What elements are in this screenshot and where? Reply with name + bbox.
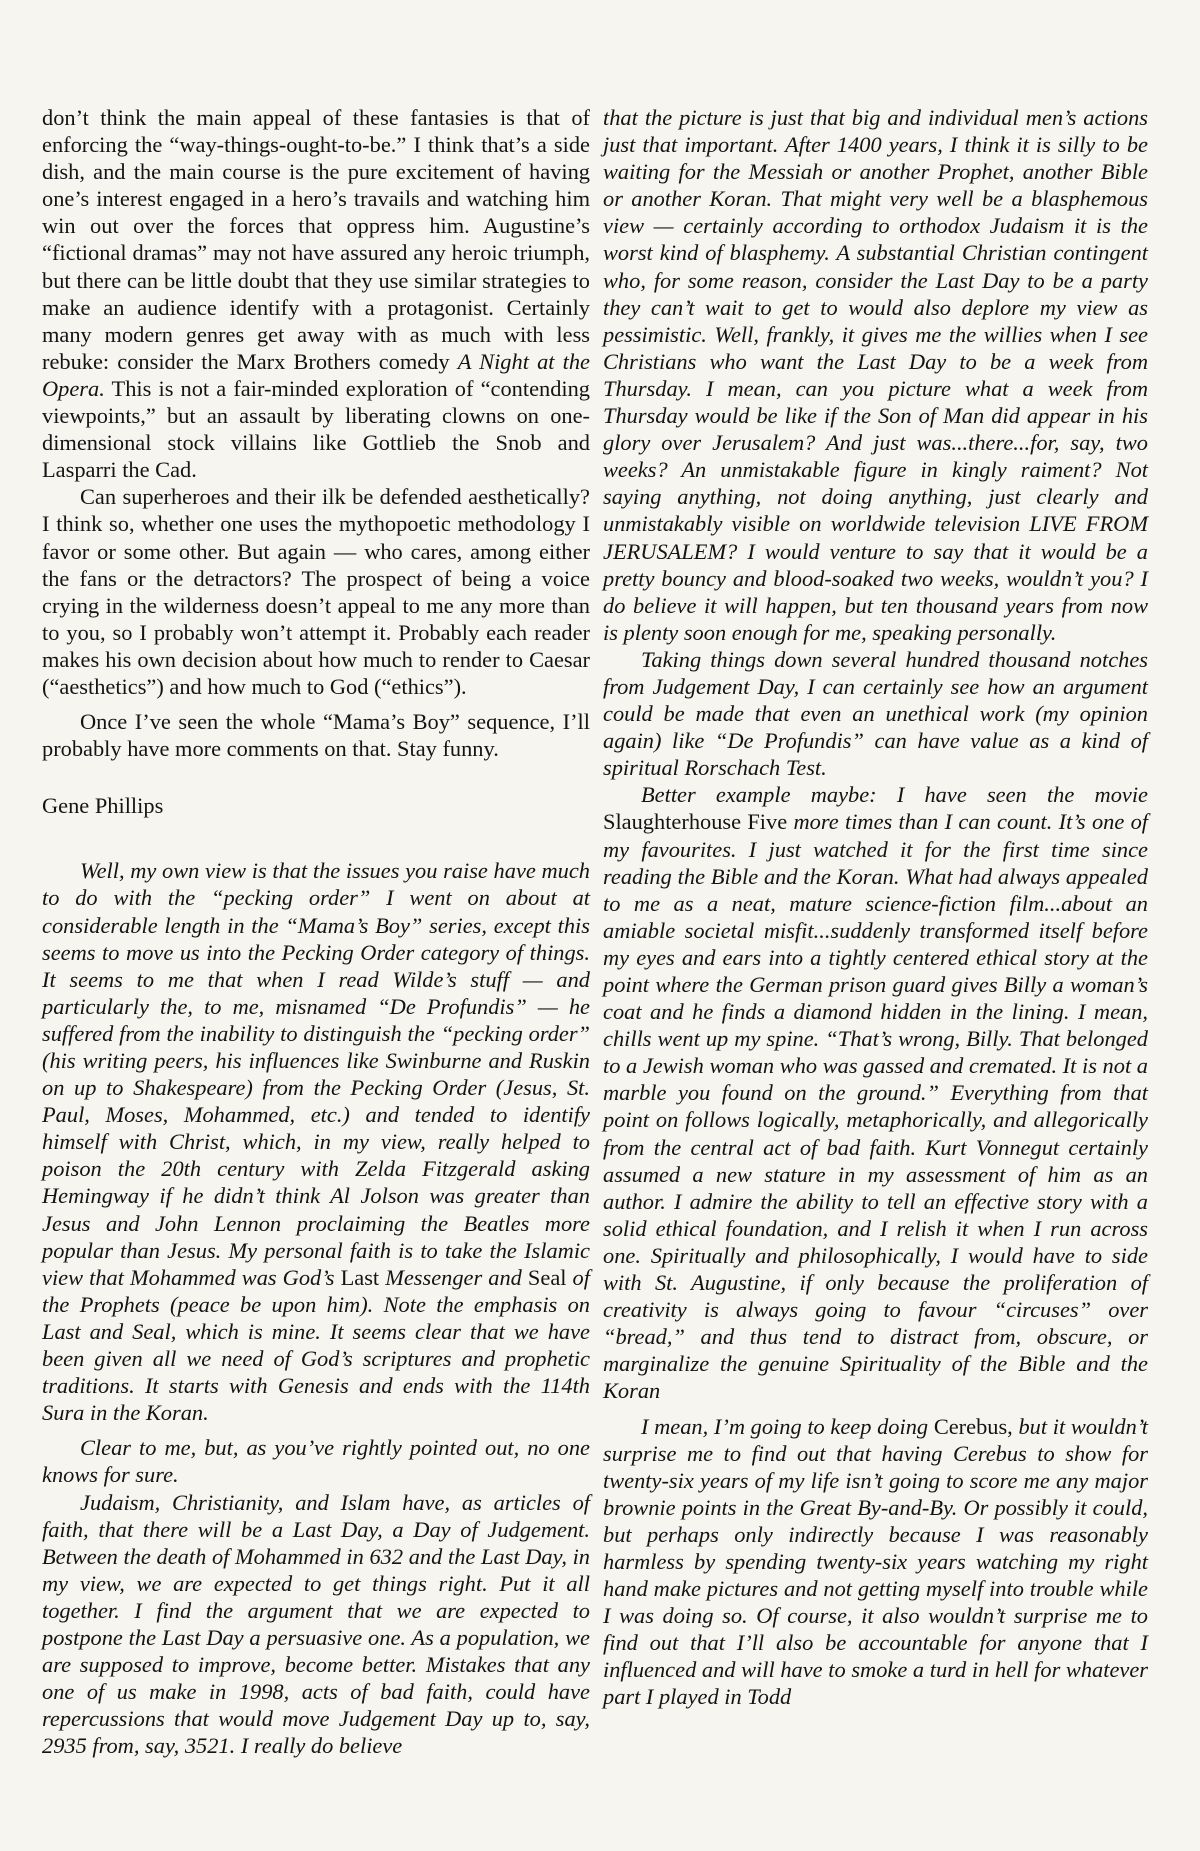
- reply-paragraph-1: [42, 857, 590, 1426]
- reply-paragraph-5: Taking things down several hundred thousand notches from Judgement Day, I can certainly see how an argument could be made that even an unethical work (my opinion again) like “De Profundis” can have value as a kind of spiritual Rorschach Test.: [603, 646, 1148, 781]
- letter-paragraph-1-text: don’t think the main appeal of these fantasies is that of enforcing the “way-things-ought-to-be.” I think that’s a side dish, and the main course is the pure excitement of having one’s interest engaged in a hero’s travails and watching him win out over the forces that oppress him. Augustine’s “fictional dramas” may not have assured any heroic triumph, but there can be little doubt that they use similar strategies to make an audience identify with a protagonist. Certainly many modern genres get away with as much with less rebuke: consider the Marx Brothers comedy: [42, 105, 590, 374]
- emphasis-last: Last: [340, 1264, 380, 1290]
- reply-paragraph-7-text-a: I mean, I’m going to keep doing: [641, 1413, 929, 1439]
- reply-paragraph-7: [603, 1413, 1148, 1711]
- reply-paragraph-1-text-c: of the Prophets (peace be upon him). Note the emphasis on Last and Seal, which is mine. It seems clear that we have been given all we need of God’s scriptures and prophetic traditions. It starts with Genesis and ends with the 114th Sura in the Koran.: [42, 1264, 590, 1426]
- reply-paragraph-6-text-b: more times than I can count. It’s one of my favourites. I just watched it for the first time since reading the Bible and the Koran. What had always appealed to me as a neat, mature science-fiction film...about an amiable societal misfit...suddenly transformed itself before my eyes and ears into a tightly centered ethical story at the point where the German prison guard gives Billy a woman’s coat and he finds a diamond hidden in the lining. I mean, chills went up my spine. “That’s wrong, Billy. That belonged to a Jewish woman who was gassed and cremated. It is not a marble you found on the ground.” Everything from that point on follows logically, metaphorically, and allegorically from the central act of bad faith. Kurt Vonnegut certainly assumed a new stature in my assessment of him as an author. I admire the ability to tell an effective story with a solid ethical foundation, and I relish it when I run across one. Spiritually and philosophically, I would have to side with St. Augustine, if only because the proliferation of creativity is always going to favour “circuses” over “bread,” and thus tend to distract from, obscure, or marginalize the genuine Spirituality of the Bible and the Koran: [603, 809, 1148, 1404]
- film-title-slaughterhouse-five: Slaughterhouse Five: [603, 809, 788, 835]
- reply-paragraph-4: that the picture is just that big and individual men’s actions just that important. After 1400 years, I think it is silly to be waiting for the Messiah or another Prophet, another Bible or another Koran. That might very well be a blasphemous view — certainly according to orthodox Judaism it is the worst kind of blasphemy. A substantial Christian contingent who, for some reason, consider the Last Day to be a party they can’t wait to get to would also deplore my view as pessimistic. Well, frankly, it gives me the willies when I see Christians who want the Last Day to be a week from Thursday. I mean, can you picture what a week from Thursday would be like if the Son of Man did appear in his glory over Jerusalem? And just was...there...for, say, two weeks? An unmistakable figure in kingly raiment? Not saying anything, not doing anything, just clearly and unmistakably visible on worldwide television LIVE FROM JERUSALEM? I would venture to say that it would be a pretty bouncy and blood-soaked two weeks, wouldn’t you? I do believe it will happen, but ten thousand years from now is plenty soon enough for me, speaking personally.: [603, 105, 1148, 645]
- reply-paragraph-3: Judaism, Christianity, and Islam have, as articles of faith, that there will be a Last Day, a Day of Judgement. Between the death of Mohammed in 632 and the Last Day, in my view, we are expected to get things right. Put it all together. I find the argument that we are expected to postpone the Last Day a persuasive one. As a population, we are supposed to improve, become better. Mistakes that any one of us make in 1998, acts of bad faith, could have repercussions that would move Judgement Day up to, say, 2935 from, say, 3521. I really do believe: [42, 1489, 590, 1759]
- reply-paragraph-2: Clear to me, but, as you’ve rightly pointed out, no one knows for sure.: [42, 1435, 590, 1488]
- reply-paragraph-6: [603, 781, 1148, 1404]
- reply-paragraph-1-text-b: Messenger and: [385, 1264, 522, 1290]
- letter-signature: Gene Phillips: [42, 793, 164, 819]
- right-column: [603, 104, 1148, 1711]
- comic-title-cerebus: Cerebus,: [933, 1413, 1013, 1439]
- letter-paragraph-1-end: This is not a fair-minded exploration of “contending viewpoints,” but an assault by liberating clowns on one-dimensional stock villains like Gottlieb the Snob and Lasparri the Cad.: [42, 375, 591, 483]
- emphasis-seal: Seal: [527, 1264, 567, 1290]
- reply-paragraph-7-text-b: but it wouldn’t surprise me to find out that having Cerebus to show for twenty-six years of my life isn’t going to score me any major brownie points in the Great By-and-By. Or possibly it could, but perhaps only indirectly because I was reasonably harmless by spending twenty-six years watching my right hand make pictures and not getting myself into trouble while I was doing so. Of course, it also wouldn’t surprise me to find out that I’ll also be accountable for anyone that I influenced and will have to smoke a turd in hell for whatever part I played in Todd: [603, 1413, 1149, 1710]
- left-column: [42, 104, 590, 1759]
- letter-paragraph-1: [42, 104, 590, 483]
- letter-paragraph-2: Can superheroes and their ilk be defended aesthetically? I think so, whether one uses the mythopoetic methodology I favor or some other. But again — who cares, among either the fans or the detractors? The prospect of being a voice crying in the wilderness doesn’t appeal to me any more than to you, so I probably won’t attempt it. Probably each reader makes his own decision about how much to render to Caesar (“aesthetics”) and how much to God (“ethics”).: [42, 484, 590, 699]
- letter-paragraph-3: Once I’ve seen the whole “Mama’s Boy” sequence, I’ll probably have more comments on that. Stay funny.: [42, 709, 590, 762]
- reply-paragraph-6-text-a: Better example maybe: I have seen the movie: [641, 782, 1148, 808]
- film-title-night-at-the-opera: A Night at the Opera.: [42, 348, 590, 401]
- reply-paragraph-1-text-a: Well, my own view is that the issues you raise have much to do with the “pecking order” I went on about at considerable length in the “Mama’s Boy” series, except this seems to move us into the Pecking Order category of things. It seems to me that when I read Wilde’s stuff — and particularly the, to me, misnamed “De Profundis” — he suffered from the inability to distinguish the “pecking order” (his writing peers, his influences like Swinburne and Ruskin on up to Shakespeare) from the Pecking Order (Jesus, St. Paul, Moses, Mohammed, etc.) and tended to identify himself with Christ, which, in my view, really helped to poison the 20th century with Zelda Fitzgerald asking Hemingway if he didn’t think Al Jolson was greater than Jesus and John Lennon proclaiming the Beatles more popular than Jesus. My personal faith is to take the Islamic view that Mohammed was God’s: [42, 858, 590, 1290]
